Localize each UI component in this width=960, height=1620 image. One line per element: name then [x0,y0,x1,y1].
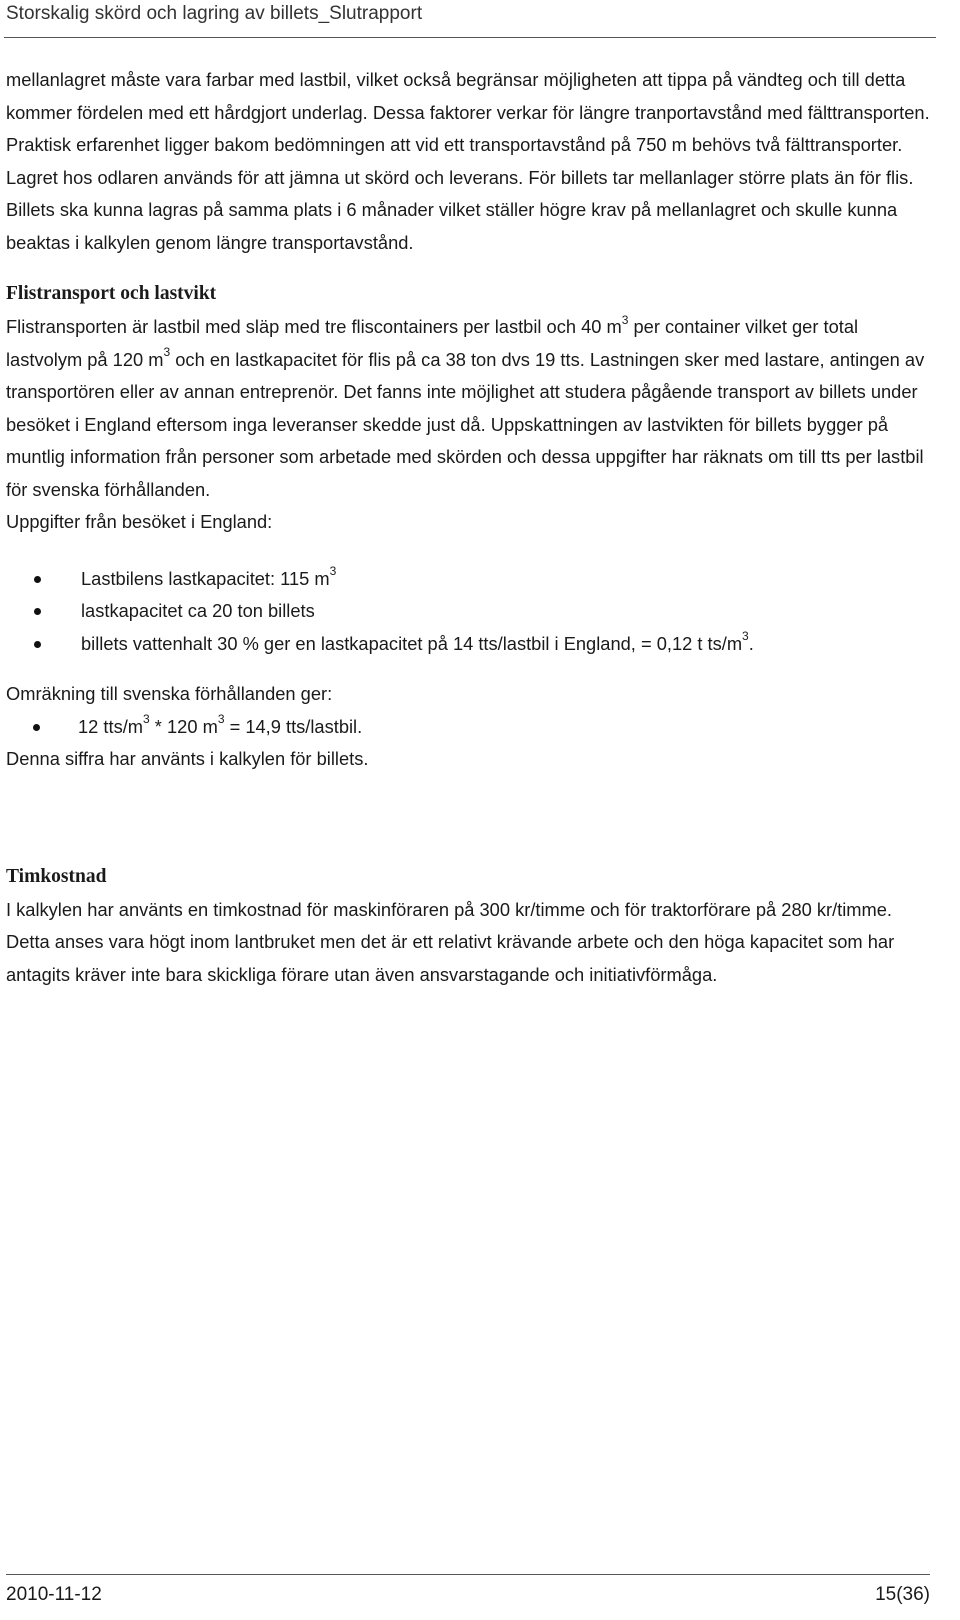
paragraph-flistransport [6,311,934,506]
paragraph-uppgifter-england: Uppgifter från besöket i England: [6,511,273,532]
list-item-text: . [748,632,754,654]
header-rule [4,37,936,38]
bullet-icon [33,724,40,731]
calc-text-1: 12 tts/m [78,715,144,737]
superscript: 3 [621,312,629,327]
paragraph-omrakning: Omräkning till svenska förhållanden ger: [6,683,333,704]
list-item [6,595,934,628]
superscript: 3 [742,629,749,644]
footer-page-number: 15(36) [875,1584,930,1605]
section-heading-timkostnad: Timkostnad [6,865,107,887]
superscript: 3 [163,345,171,360]
list-item-text: billets vattenhalt 30 % ger en lastkapacitet på 14 tts/lastbil i England, = 0,12 t ts/m [81,632,743,654]
paragraph-denna-siffra: Denna siffra har använts i kalkylen för billets. [6,748,369,769]
section-heading-flistransport: Flistransport och lastvikt [6,283,217,304]
page-body [6,64,934,991]
calc-text-3: = 14,9 tts/lastbil. [224,715,363,737]
calc-text-2: * 120 m [149,715,218,737]
bullet-list-england [6,563,934,661]
paragraph-mellanlager-part2: Lagret hos odlaren används för att jämna ut skörd och leverans. För billets tar mellanlager större plats än för flis. Billets ska kunna lagras på samma plats i 6 månader vilket ställer högre krav på mellanlagret och skulle kunna beaktas i kalkylen genom längre transportavstånd. [6,166,914,253]
list-item [6,563,934,596]
list-item-text: Lastbilens lastkapacitet: 115 m [81,567,330,589]
page-footer [6,1574,930,1605]
list-item [6,711,934,744]
flistransport-text-1: Flistransporten är lastbil med släp med tre fliscontainers per lastbil och 40 m [6,316,622,337]
bullet-icon [34,608,41,615]
list-item [6,628,934,661]
flistransport-text-3: och en lastkapacitet för flis på ca 38 ton dvs 19 tts. Lastningen sker med lastare, antingen av transportören eller av annan entreprenör. Det fanns inte möjlighet att studera pågående transport av billets under besöket i England eftersom inga leveranser skedde just då. Uppskattningen av lastvikten för billets bygger på muntlig information från personer som arbetade med skörden och dessa uppgifter har räknats om till tts per lastbil för svenska förhållanden. [6,348,925,500]
superscript: 3 [143,712,150,727]
bullet-icon [34,576,41,583]
superscript: 3 [329,564,337,579]
paragraph-mellanlager [6,64,934,259]
footer-date: 2010-11-12 [6,1584,102,1605]
paragraph-timkostnad: I kalkylen har använts en timkostnad för maskinföraren på 300 kr/timme och för traktorförare på 280 kr/timme. Detta anses vara högt inom lantbruket men det är ett relativt krävande arbete och den höga kapacitet som har antagits kräver inte bara skickliga förare utan även ansvarstagande och initiativförmåga. [6,898,895,985]
bullet-icon [34,641,41,648]
paragraph-mellanlager-part1: mellanlagret måste vara farbar med lastbil, vilket också begränsar möjligheten att tippa på vändteg och till detta kommer fördelen med ett hårdgjort underlag. Dessa faktorer verkar för längre tranportavstånd med fälttransporten. Praktisk erfarenhet ligger bakom bedömningen att vid ett transportavstånd på 750 m behövs två fälttransporter. [6,69,930,155]
flistransport-text-2: per container vilket ger total lastvolym på 120 m [6,316,859,370]
list-item-text: lastkapacitet ca 20 ton billets [81,600,315,621]
running-header: Storskalig skörd och lagring av billets_Slutrapport [6,3,423,24]
bullet-list-calc [6,711,934,744]
superscript: 3 [217,712,225,727]
